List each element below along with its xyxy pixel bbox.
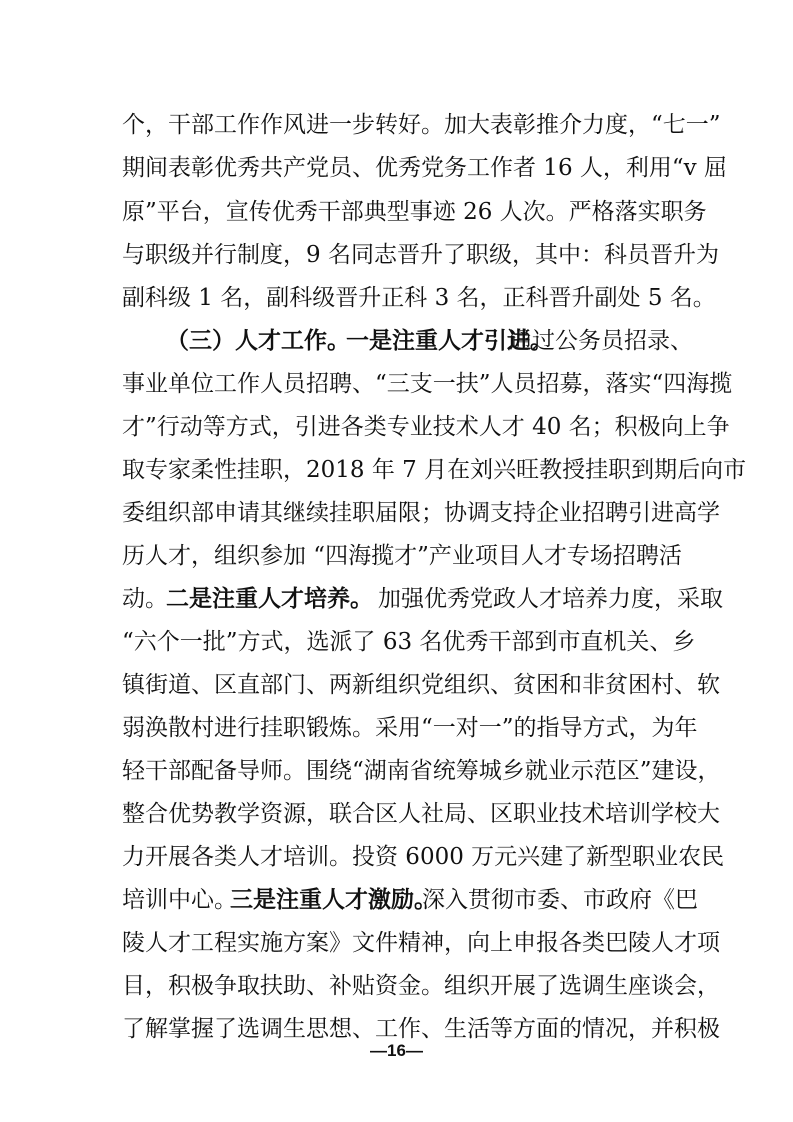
text-run: 动。: [122, 586, 168, 612]
text-run: “六个一批”方式，选派了 63 名优秀干部到市直机关、乡: [122, 629, 696, 655]
text-run: 了解掌握了选调生思想、工作、生活等方面的情况，并积极: [122, 1016, 720, 1042]
text-run: 历人才，组织参加 “四海揽才”产业项目人才专场招聘活: [122, 543, 682, 569]
text-run: 通过公务员招录、: [509, 328, 693, 354]
text-run: 原”平台，宣传优秀干部典型事迹 26 人次。严格落实职务: [122, 199, 707, 225]
text-run: 整合优势教学资源，联合区人社局、区职业技术培训学校大: [122, 801, 720, 827]
text-run: 期间表彰优秀共产党员、优秀党务工作者 16 人，利用“v 屈: [122, 155, 727, 181]
text-run: 陵人才工程实施方案》文件精神，向上申报各类巴陵人才项: [122, 930, 720, 956]
page-number: —16—: [370, 1041, 423, 1060]
text-run: 事业单位工作人员招聘、“三支一扶”人员招募，落实“四海揽: [122, 371, 733, 397]
subheading-talent-incentive: 三是注重人才激励。: [230, 887, 437, 913]
text-run: 培训中心。: [122, 887, 237, 913]
text-run: 委组织部申请其继续挂职届限；协调支持企业招聘引进高学: [122, 500, 720, 526]
text-run: 镇街道、区直部门、两新组织党组织、贫困和非贫困村、软: [122, 672, 720, 698]
text-run: 弱涣散村进行挂职锻炼。采用“一对一”的指导方式，为年: [122, 715, 698, 741]
subheading-talent-recruitment: 一是注重人才引进。: [346, 328, 553, 354]
text-run: 目，积极争取扶助、补贴资金。组织开展了选调生座谈会，: [122, 973, 720, 999]
text-run: 深入贯彻市委、市政府《巴: [422, 887, 698, 913]
text-run: 取专家柔性挂职，2018 年 7 月在刘兴旺教授挂职到期后向市: [122, 457, 747, 483]
text-run: 个，干部工作作风进一步转好。加大表彰推介力度，“七一”: [122, 112, 721, 138]
text-run: 轻干部配备导师。围绕“湖南省统筹城乡就业示范区”建设，: [122, 758, 721, 784]
text-run: 加强优秀党政人才培养力度，采取: [378, 586, 723, 612]
text-run: 副科级 1 名，副科级晋升正科 3 名，正科晋升副处 5 名。: [122, 285, 716, 311]
subheading-talent-training: 二是注重人才培养。: [166, 586, 373, 612]
text-run: 力开展各类人才培训。投资 6000 万元兴建了新型职业农民: [122, 844, 725, 870]
section-heading: （三）人才工作。: [166, 328, 350, 354]
text-run: 与职级并行制度，9 名同志晋升了职级，其中：科员晋升为: [122, 242, 719, 268]
text-run: 才”行动等方式，引进各类专业技术人才 40 名；积极向上争: [122, 414, 730, 440]
